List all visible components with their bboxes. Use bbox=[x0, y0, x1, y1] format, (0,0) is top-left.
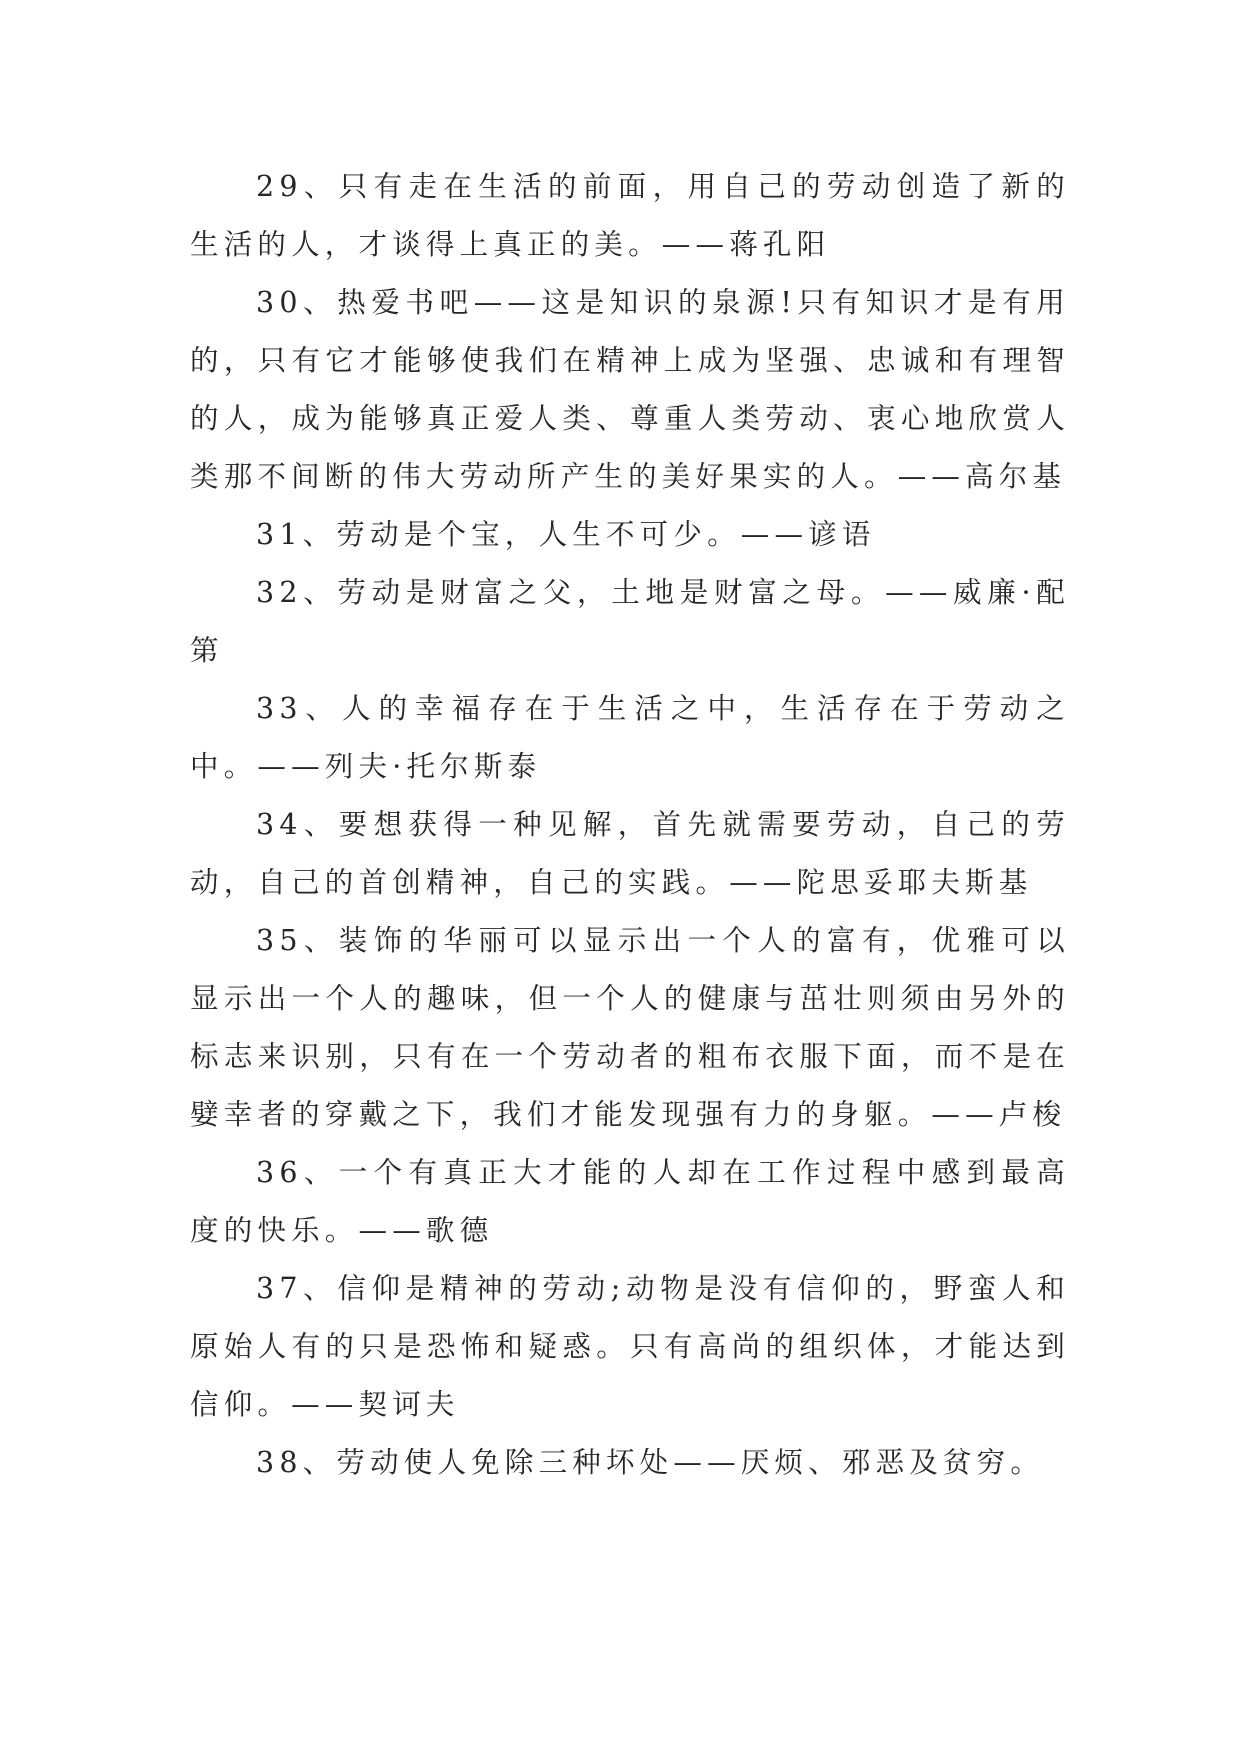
quote-34: 34、要想获得一种见解，首先就需要劳动，自己的劳动，自己的首创精神，自己的实践。——陀思妥耶夫斯基 bbox=[190, 808, 1070, 899]
quote-31: 31、劳动是个宝，人生不可少。——谚语 bbox=[256, 518, 876, 551]
quote-30: 30、热爱书吧——这是知识的泉源!只有知识才是有用的，只有它才能够使我们在精神上成为坚强、忠诚和有理智的人，成为能够真正爱人类、尊重人类劳动、衷心地欣赏人类那不间断的伟大劳动所产生的美好果实的人。——高尔基 bbox=[190, 286, 1070, 493]
quote-33: 33、人的幸福存在于生活之中，生活存在于劳动之中。——列夫·托尔斯泰 bbox=[190, 692, 1070, 783]
quote-38: 38、劳动使人免除三种坏处——厌烦、邪恶及贫穷。 bbox=[256, 1446, 1045, 1479]
quote-32: 32、劳动是财富之父，土地是财富之母。——威廉·配第 bbox=[190, 576, 1070, 667]
quote-37: 37、信仰是精神的劳动;动物是没有信仰的，野蛮人和原始人有的只是恐怖和疑惑。只有高尚的组织体，才能达到信仰。——契诃夫 bbox=[190, 1272, 1070, 1421]
quote-29: 29、只有走在生活的前面，用自己的劳动创造了新的生活的人，才谈得上真正的美。——蒋孔阳 bbox=[190, 170, 1070, 261]
quote-35: 35、装饰的华丽可以显示出一个人的富有，优雅可以显示出一个人的趣味，但一个人的健康与茁壮则须由另外的标志来识别，只有在一个劳动者的粗布衣服下面，而不是在嬖幸者的穿戴之下，我们才能发现强有力的身躯。——卢梭 bbox=[190, 924, 1070, 1131]
quote-36: 36、一个有真正大才能的人却在工作过程中感到最高度的快乐。——歌德 bbox=[190, 1156, 1070, 1247]
document-body bbox=[190, 158, 1070, 1492]
